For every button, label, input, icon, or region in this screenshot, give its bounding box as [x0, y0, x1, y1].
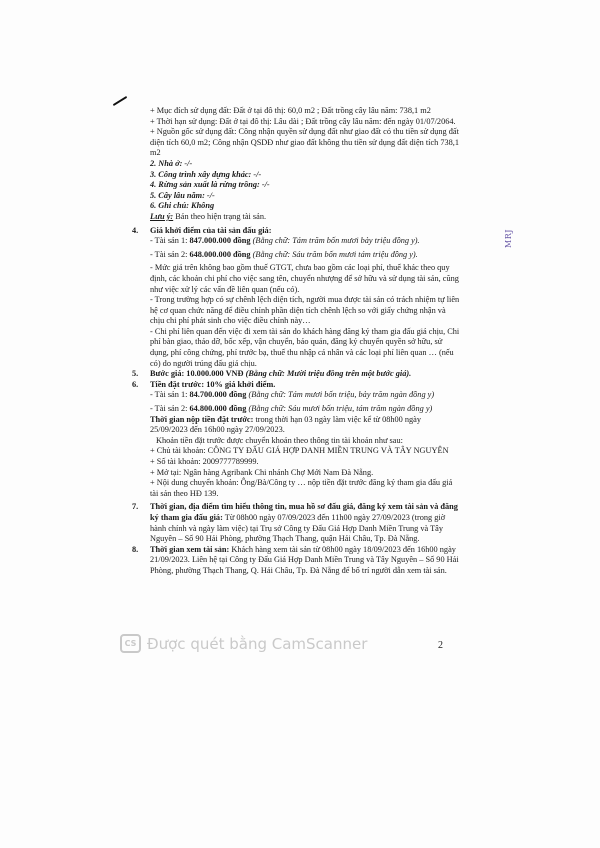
section-7-text: Từ 08h00 ngày 07/09/2023 đến 11h00 ngày 27/09/2023 (trong giờ hành chính và ngày làm việc) tại Trụ sở Công ty Đấu Giá Hợp Danh Miền Trung và Tây Nguyên – Số 90 Hải Phòng, phường Thạch Thang, quận Hải Châu, Tp. Đà Nẵng. — [150, 512, 446, 544]
account-holder: + Chủ tài khoản: CÔNG TY ĐẤU GIÁ HỢP DANH MIỀN TRUNG VÀ TÂY NGUYÊN — [150, 446, 449, 456]
section-6-heading — [132, 379, 460, 391]
camscanner-logo-icon: CS — [120, 634, 141, 653]
item-note: 6. Ghi chú: Không — [150, 201, 215, 211]
deposit-time-label: Thời gian nộp tiền đặt trước: — [150, 414, 254, 424]
camscanner-watermark — [120, 634, 367, 653]
starting-price-asset-2 — [150, 250, 460, 261]
section-8-text: Khách hàng xem tài sản từ 08h00 ngày 18/09/2023 đến 16h00 ngày 21/09/2023. Liên hệ tại Công ty Đấu Giá Hợp Danh Miền Trung và Tây Nguyên – Số 90 Hải Phòng, phường Thạch Thang, Q. Hải Châu, Tp. Đà Nẵng để bố trí người dẫn xem tài sản. — [150, 544, 459, 575]
caution-text: Bán theo hiện trạng tài sản. — [173, 211, 267, 221]
land-purpose: + Mục đích sử dụng đất: Đất ở tại đô thị: 60,0 m2 ; Đất trồng cây lâu năm: 738,1 m2 — [150, 106, 431, 115]
area-difference-paragraph: - Trong trường hợp có sự chênh lệch diện tích, người mua được tài sản có trách nhiệm tự liên hệ cơ quan chức năng để điều chỉnh phần diện tích chênh lệch so với giấy chứng nhận và chịu chi phí phát sinh cho việc điều chỉnh này… — [150, 295, 460, 326]
related-costs-paragraph: - Chi phí liên quan đến việc đi xem tài sản do khách hàng đăng ký tham gia đấu giá chịu, Chi phí bàn giao, tháo dỡ, bốc xếp, vận chuyển, bảo quản, đăng ký chuyển quyền sở hữu, sử dụng, phí công chứng, phí trước bạ, thuế thu nhập cá nhân và các loại phí liên quan … (nếu có) do người trúng đấu giá chịu. — [150, 326, 460, 368]
item-house: 2. Nhà ở: -/- — [150, 158, 193, 168]
deposit-asset-2-amount: 64.800.000 đồng — [189, 404, 247, 414]
deposit-asset-2 — [150, 404, 460, 415]
land-term: + Thời hạn sử dụng: Đất ở tại đô thị: Lâu dài ; Đất trồng cây lâu năm: đến ngày 01/07/2064. — [150, 116, 456, 126]
deposit-asset-2-label: - Tài sản 2: — [150, 404, 190, 414]
deposit-asset-1-amount: 84.700.000 đồng — [189, 390, 247, 400]
section-6-number: 6. — [132, 379, 139, 389]
section-4-number: 4. — [132, 225, 139, 235]
deposit-asset-2-words: (Bằng chữ: Sáu mươi bốn triệu, tám trăm ngàn đồng y) — [246, 404, 433, 414]
asset-2-label: - Tài sản 2: — [150, 249, 190, 259]
caution-label: Lưu ý: — [150, 211, 174, 221]
transfer-content: + Nội dung chuyển khoản: Ông/Bà/Công ty … nộp tiền đặt trước đăng ký tham gia đấu giá tài sản theo HĐ 139. — [150, 478, 453, 498]
section-4-title: Giá khởi điểm của tài sản đấu giá: — [150, 225, 272, 235]
bid-step: Bước giá: 10.000.000 VNĐ — [150, 369, 244, 379]
price-exclusions-paragraph: - Mức giá trên không bao gồm thuế GTGT, chưa bao gồm các loại phí, thuế khác theo quy định, các khoản chi phí cho việc sang tên, chuyển nhượng để sở hữu và sử dụng tài sản, cũng như việc xử lý các vấn đề liên quan (nếu có). — [150, 263, 459, 294]
bid-step-words: (Bằng chữ: Mười triệu đồng trên một bước giá). — [243, 369, 412, 379]
section-8-title: Thời gian xem tài sản: — [150, 544, 230, 554]
item-perennial-trees: 5. Cây lâu năm: -/- — [150, 190, 215, 200]
section-8-number: 8. — [132, 544, 139, 554]
section-5-heading — [132, 369, 460, 380]
starting-price-asset-1 — [150, 236, 460, 247]
watermark-text: Được quét bằng CamScanner — [147, 634, 368, 653]
section-7-title: Thời gian, địa điểm tìm hiểu thông tin, mua hồ sơ đấu giá, đăng ký xem tài sản và đăng ký tham gia đấu giá: — [150, 502, 458, 522]
deposit-asset-1-words: (Bằng chữ: Tám mươi bốn triệu, bảy trăm ngàn đồng y) — [246, 390, 435, 400]
deposit-time-text: trong thời hạn 03 ngày làm việc kể từ 08h00 ngày 25/09/2023 đến 16h00 ngày 27/09/2023. — [150, 414, 422, 435]
section-4-heading — [132, 225, 460, 237]
account-number: + Số tài khoản: 2009777789999. — [150, 457, 259, 466]
deposit-title: Tiền đặt trước: 10% giá khởi điểm. — [150, 379, 276, 389]
pen-mark — [113, 96, 128, 106]
handwritten-signature: MRJ — [504, 229, 513, 248]
page-number: 2 — [438, 640, 443, 651]
asset-1-price: 847.000.000 đồng — [189, 236, 251, 246]
asset-1-price-words: (Bằng chữ: Tám trăm bốn mươi bảy triệu đồng y). — [250, 236, 420, 246]
item-other-construction: 3. Công trình xây dựng khác: -/- — [150, 169, 262, 179]
asset-2-price: 648.000.000 đồng — [189, 249, 251, 259]
bank-branch: + Mở tại: Ngân hàng Agribank Chi nhánh Chợ Mới Nam Đà Nẵng. — [150, 467, 374, 477]
section-5-number: 5. — [132, 369, 139, 379]
bank-intro: Khoản tiền đặt trước được chuyển khoản theo thông tin tài khoản như sau: — [156, 435, 403, 445]
section-7 — [132, 502, 460, 544]
asset-1-label: - Tài sản 1: — [150, 236, 190, 246]
item-forest: 4. Rừng sản xuất là rừng trồng: -/- — [150, 180, 270, 190]
document-body — [132, 106, 460, 577]
deposit-asset-1 — [150, 390, 460, 401]
deposit-time — [150, 415, 460, 436]
deposit-asset-1-label: - Tài sản 1: — [150, 390, 190, 400]
section-8 — [132, 544, 460, 577]
section-7-number: 7. — [132, 502, 139, 512]
caution-line — [150, 212, 460, 223]
land-origin: + Nguồn gốc sử dụng đất: Công nhận quyền sử dụng đất như giao đất có thu tiền sử dụng đất diện tích 60,0 m2; Công nhận QSDĐ như giao đất không thu tiền sử dụng đất diện tích 738,1 m2 — [150, 127, 460, 158]
asset-2-price-words: (Bằng chữ: Sáu trăm bốn mươi tám triệu đồng y). — [250, 249, 418, 259]
